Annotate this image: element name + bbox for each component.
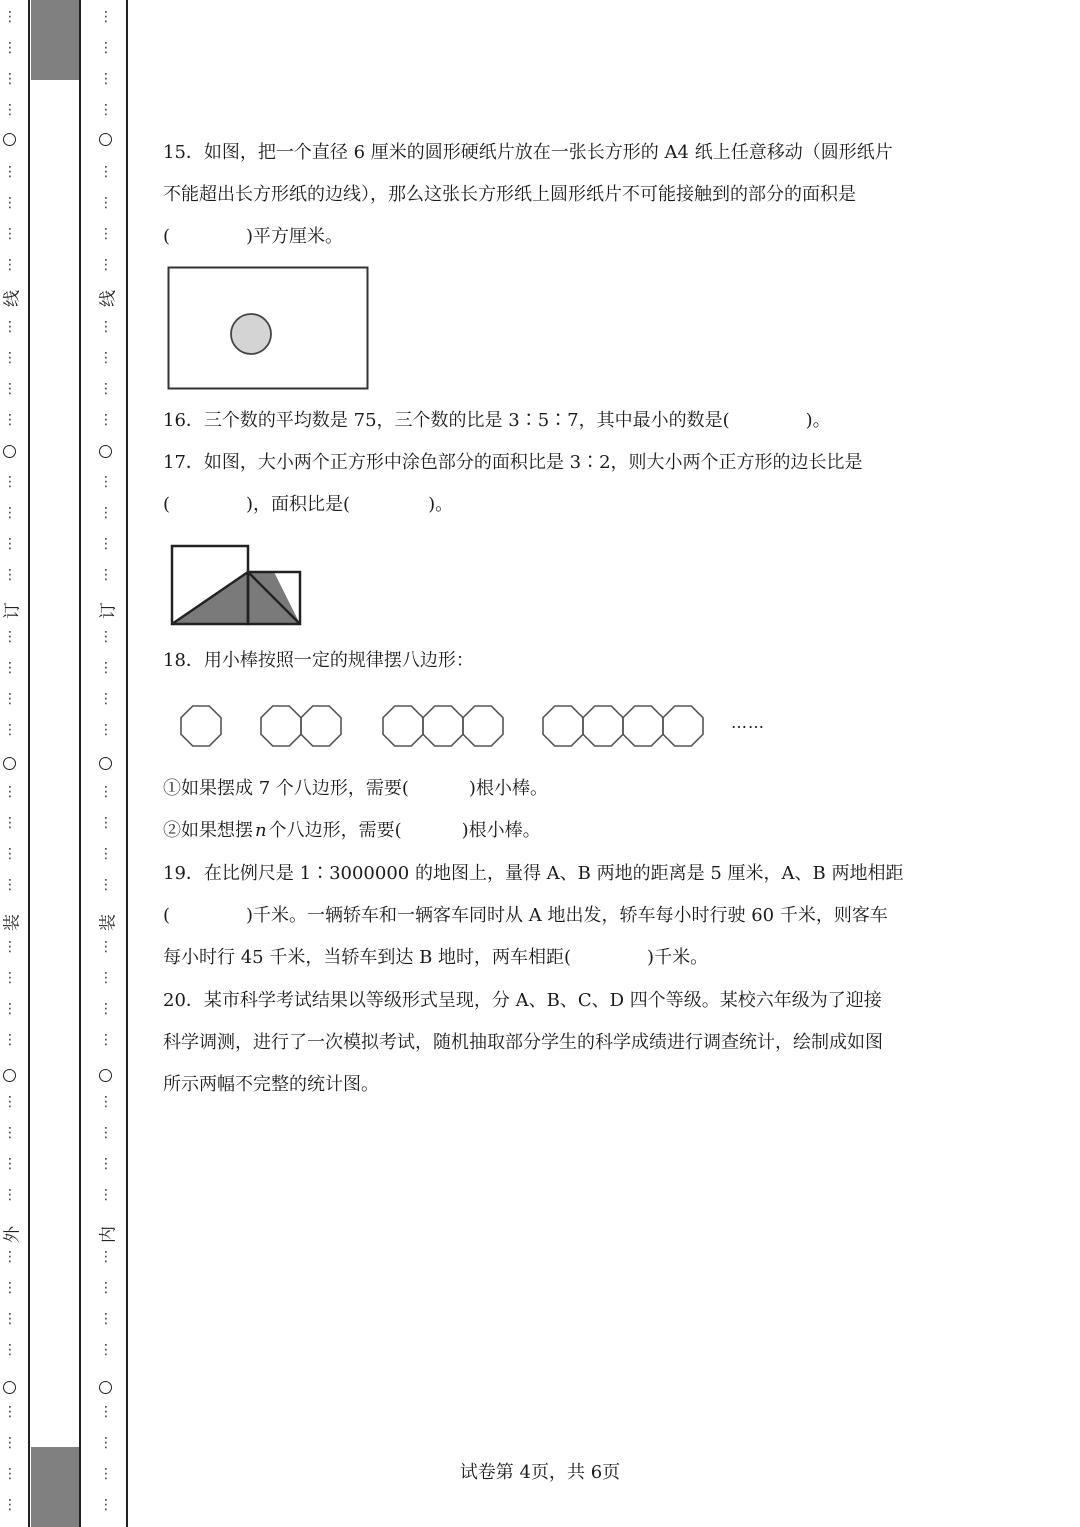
outer-dotted-column — [0, 0, 23, 1527]
octagon — [463, 706, 503, 746]
inner-ring-mark — [99, 445, 112, 458]
outer-ring-mark — [3, 757, 16, 770]
inner-dot: ⋮ — [99, 536, 113, 552]
inner-dot: ⋮ — [99, 1125, 113, 1141]
inner-dot: ⋮ — [99, 691, 113, 707]
q18-sub2 — [163, 818, 541, 844]
q19-line-2 — [163, 903, 888, 929]
q18-sub2-mid: 个八边形，需要( — [268, 820, 402, 841]
outer-dot: ⋮ — [3, 1156, 17, 1172]
content-border-line — [126, 0, 128, 1527]
outer-dot: ⋮ — [3, 1249, 17, 1265]
outer-dot: ⋮ — [3, 257, 17, 273]
inner-dot: ⋮ — [99, 1404, 113, 1420]
inner-dot: ⋮ — [99, 970, 113, 986]
inner-dot: ⋮ — [99, 350, 113, 366]
q15-line-3 — [163, 224, 343, 250]
q17-figure-two-squares — [170, 544, 302, 626]
q17-line-2 — [163, 492, 453, 518]
q18-sub1 — [163, 776, 548, 802]
octagon — [543, 706, 583, 746]
octagon-group-3 — [383, 706, 503, 746]
inner-dot: ⋮ — [99, 1342, 113, 1358]
outer-dot: ⋮ — [3, 970, 17, 986]
outer-dot: ⋮ — [3, 939, 17, 955]
outer-dot: ⋮ — [3, 412, 17, 428]
q19-line-3-close: )千米。 — [647, 947, 709, 968]
outer-dot: ⋮ — [3, 784, 17, 800]
inner-dot: ⋮ — [99, 660, 113, 676]
q18-sub2-close: )根小棒。 — [461, 820, 541, 841]
q18-sub1-close: )根小棒。 — [468, 778, 548, 799]
inner-dot: ⋮ — [99, 722, 113, 738]
outer-dot: ⋮ — [3, 629, 17, 645]
outer-dot: ⋮ — [3, 567, 17, 583]
q19-open-paren: ( — [163, 905, 171, 926]
inner-ring-mark — [99, 757, 112, 770]
inner-dot: ⋮ — [99, 1497, 113, 1513]
outer-dot: ⋮ — [3, 474, 17, 490]
inner-dot: ⋮ — [99, 381, 113, 397]
q17-line-1: 17．如图，大小两个正方形中涂色部分的面积比是 3∶2，则大小两个正方形的边长比是 — [163, 452, 863, 473]
inner-ring-mark — [99, 1069, 112, 1082]
inner-dot: ⋮ — [99, 784, 113, 800]
outer-dot: ⋮ — [3, 691, 17, 707]
inner-dot: ⋮ — [99, 939, 113, 955]
outer-ring-mark — [3, 1069, 16, 1082]
q16-line — [163, 408, 831, 434]
q16-close: )。 — [805, 410, 831, 431]
inner-dot: ⋮ — [99, 846, 113, 862]
q19-line-2-text: )千米。一辆轿车和一辆客车同时从 A 地出发，轿车每小时行驶 60 千米，则客车 — [246, 905, 888, 926]
outer-dot: ⋮ — [3, 164, 17, 180]
outer-dot: ⋮ — [3, 1466, 17, 1482]
q17-open-paren: ( — [163, 494, 171, 515]
inner-dot: ⋮ — [99, 1187, 113, 1203]
inner-dot: ⋮ — [99, 1435, 113, 1451]
q19-line-1: 19．在比例尺是 1∶3000000 的地图上，量得 A、B 两地的距离是 5 厘米，A、B 两地相距 — [163, 863, 904, 884]
outer-dot: ⋮ — [3, 350, 17, 366]
page-footer: 试卷第 4页，共 6页 — [459, 1462, 621, 1483]
inner-binding-char: 订 — [98, 602, 119, 619]
top-gray-block — [31, 0, 79, 80]
inner-dot: ⋮ — [99, 257, 113, 273]
outer-dot: ⋮ — [3, 195, 17, 211]
outer-dot: ⋮ — [3, 1497, 17, 1513]
inner-dot: ⋮ — [99, 319, 113, 335]
outer-dot: ⋮ — [3, 102, 17, 118]
outer-dot: ⋮ — [3, 877, 17, 893]
inner-dot: ⋮ — [99, 1001, 113, 1017]
inner-binding-line — [79, 0, 81, 1527]
outer-dot: ⋮ — [3, 815, 17, 831]
inner-dot: ⋮ — [99, 629, 113, 645]
q18-sub1-text: ①如果摆成 7 个八边形，需要( — [163, 778, 409, 799]
q15-open-paren: ( — [163, 226, 171, 247]
inner-binding-char: 装 — [98, 914, 119, 931]
outer-dot: ⋮ — [3, 536, 17, 552]
inner-dot: ⋮ — [99, 226, 113, 242]
inner-dot: ⋮ — [99, 1156, 113, 1172]
q18-sub2-pre: ②如果想摆 — [163, 820, 253, 841]
inner-dot: ⋮ — [99, 815, 113, 831]
binding-margin — [0, 0, 130, 1527]
inner-binding-char: 内 — [98, 1226, 119, 1243]
q18-sub2-variable: n — [255, 820, 267, 841]
q15-line-1: 15．如图，把一个直径 6 厘米的圆形硬纸片放在一张长方形的 A4 纸上任意移动（圆形纸片 — [163, 142, 893, 163]
inner-dot: ⋮ — [99, 1094, 113, 1110]
q20-line-3: 所示两幅不完整的统计图。 — [163, 1074, 379, 1095]
q15-figure-rectangle-circle — [167, 266, 371, 390]
outer-dot: ⋮ — [3, 1094, 17, 1110]
outer-dot: ⋮ — [3, 1125, 17, 1141]
outer-dot: ⋮ — [3, 71, 17, 87]
octagon — [623, 706, 663, 746]
octagon-group-4 — [543, 706, 703, 746]
octagon — [383, 706, 423, 746]
octagon — [423, 706, 463, 746]
octagon-group-2 — [261, 706, 341, 746]
q18-ellipsis: …… — [731, 713, 765, 732]
q18-title: 18．用小棒按照一定的规律摆八边形： — [163, 650, 474, 671]
outer-dot: ⋮ — [3, 722, 17, 738]
inner-dot: ⋮ — [99, 71, 113, 87]
outer-ring-mark — [3, 1381, 16, 1394]
octagon — [583, 706, 623, 746]
outer-binding-char: 订 — [2, 602, 23, 619]
octagon — [301, 706, 341, 746]
inner-dotted-column — [96, 0, 119, 1527]
inner-dot: ⋮ — [99, 505, 113, 521]
outer-binding-char: 外 — [2, 1226, 23, 1243]
q20-line-1: 20．某市科学考试结果以等级形式呈现，分 A、B、C、D 四个等级。某校六年级为了迎接 — [163, 990, 882, 1011]
outer-binding-line — [28, 0, 30, 1527]
inner-dot: ⋮ — [99, 412, 113, 428]
outer-dot: ⋮ — [3, 505, 17, 521]
outer-dot: ⋮ — [3, 1404, 17, 1420]
outer-dot: ⋮ — [3, 319, 17, 335]
q17-close: )。 — [428, 494, 454, 515]
inner-dot: ⋮ — [99, 1280, 113, 1296]
inner-dot: ⋮ — [99, 1311, 113, 1327]
outer-binding-char: 装 — [2, 914, 23, 931]
inner-binding-char: 线 — [98, 290, 119, 307]
inner-dot: ⋮ — [99, 195, 113, 211]
q20-line-2: 科学调测，进行了一次模拟考试，随机抽取部分学生的科学成绩进行调查统计，绘制成如图 — [163, 1032, 883, 1053]
outer-dot: ⋮ — [3, 9, 17, 25]
outer-ring-mark — [3, 445, 16, 458]
inner-ring-mark — [99, 1381, 112, 1394]
inner-dot: ⋮ — [99, 40, 113, 56]
inner-dot: ⋮ — [99, 474, 113, 490]
inner-dot: ⋮ — [99, 164, 113, 180]
inner-ring-mark — [99, 133, 112, 146]
outer-binding-char: 线 — [2, 290, 23, 307]
paper-circle — [231, 314, 271, 354]
outer-dot: ⋮ — [3, 226, 17, 242]
q19-line-3 — [163, 945, 708, 971]
inner-dot: ⋮ — [99, 9, 113, 25]
outer-dot: ⋮ — [3, 1001, 17, 1017]
q18-octagon-pattern — [175, 702, 795, 750]
outer-dot: ⋮ — [3, 1435, 17, 1451]
octagon-group-1 — [181, 706, 221, 746]
outer-dot: ⋮ — [3, 381, 17, 397]
outer-dot: ⋮ — [3, 1311, 17, 1327]
octagon — [181, 706, 221, 746]
outer-dot: ⋮ — [3, 1342, 17, 1358]
outer-dot: ⋮ — [3, 846, 17, 862]
inner-dot: ⋮ — [99, 877, 113, 893]
outer-dot: ⋮ — [3, 1280, 17, 1296]
q16-text: 16．三个数的平均数是 75，三个数的比是 3∶5∶7，其中最小的数是( — [163, 410, 730, 431]
outer-dot: ⋮ — [3, 660, 17, 676]
outer-dot: ⋮ — [3, 40, 17, 56]
inner-dot: ⋮ — [99, 102, 113, 118]
outer-dot: ⋮ — [3, 1187, 17, 1203]
outer-dot: ⋮ — [3, 1032, 17, 1048]
octagon — [663, 706, 703, 746]
q15-line-2: 不能超出长方形纸的边线），那么这张长方形纸上圆形纸片不可能接触到的部分的面积是 — [163, 184, 856, 205]
inner-dot: ⋮ — [99, 1466, 113, 1482]
octagon — [261, 706, 301, 746]
q15-close-text: )平方厘米。 — [246, 226, 344, 247]
inner-dot: ⋮ — [99, 1249, 113, 1265]
outer-ring-mark — [3, 133, 16, 146]
inner-dot: ⋮ — [99, 1032, 113, 1048]
q17-mid-text: )，面积比是( — [246, 494, 351, 515]
inner-dot: ⋮ — [99, 567, 113, 583]
q19-line-3-text: 每小时行 45 千米，当轿车到达 B 地时，两车相距( — [163, 947, 572, 968]
